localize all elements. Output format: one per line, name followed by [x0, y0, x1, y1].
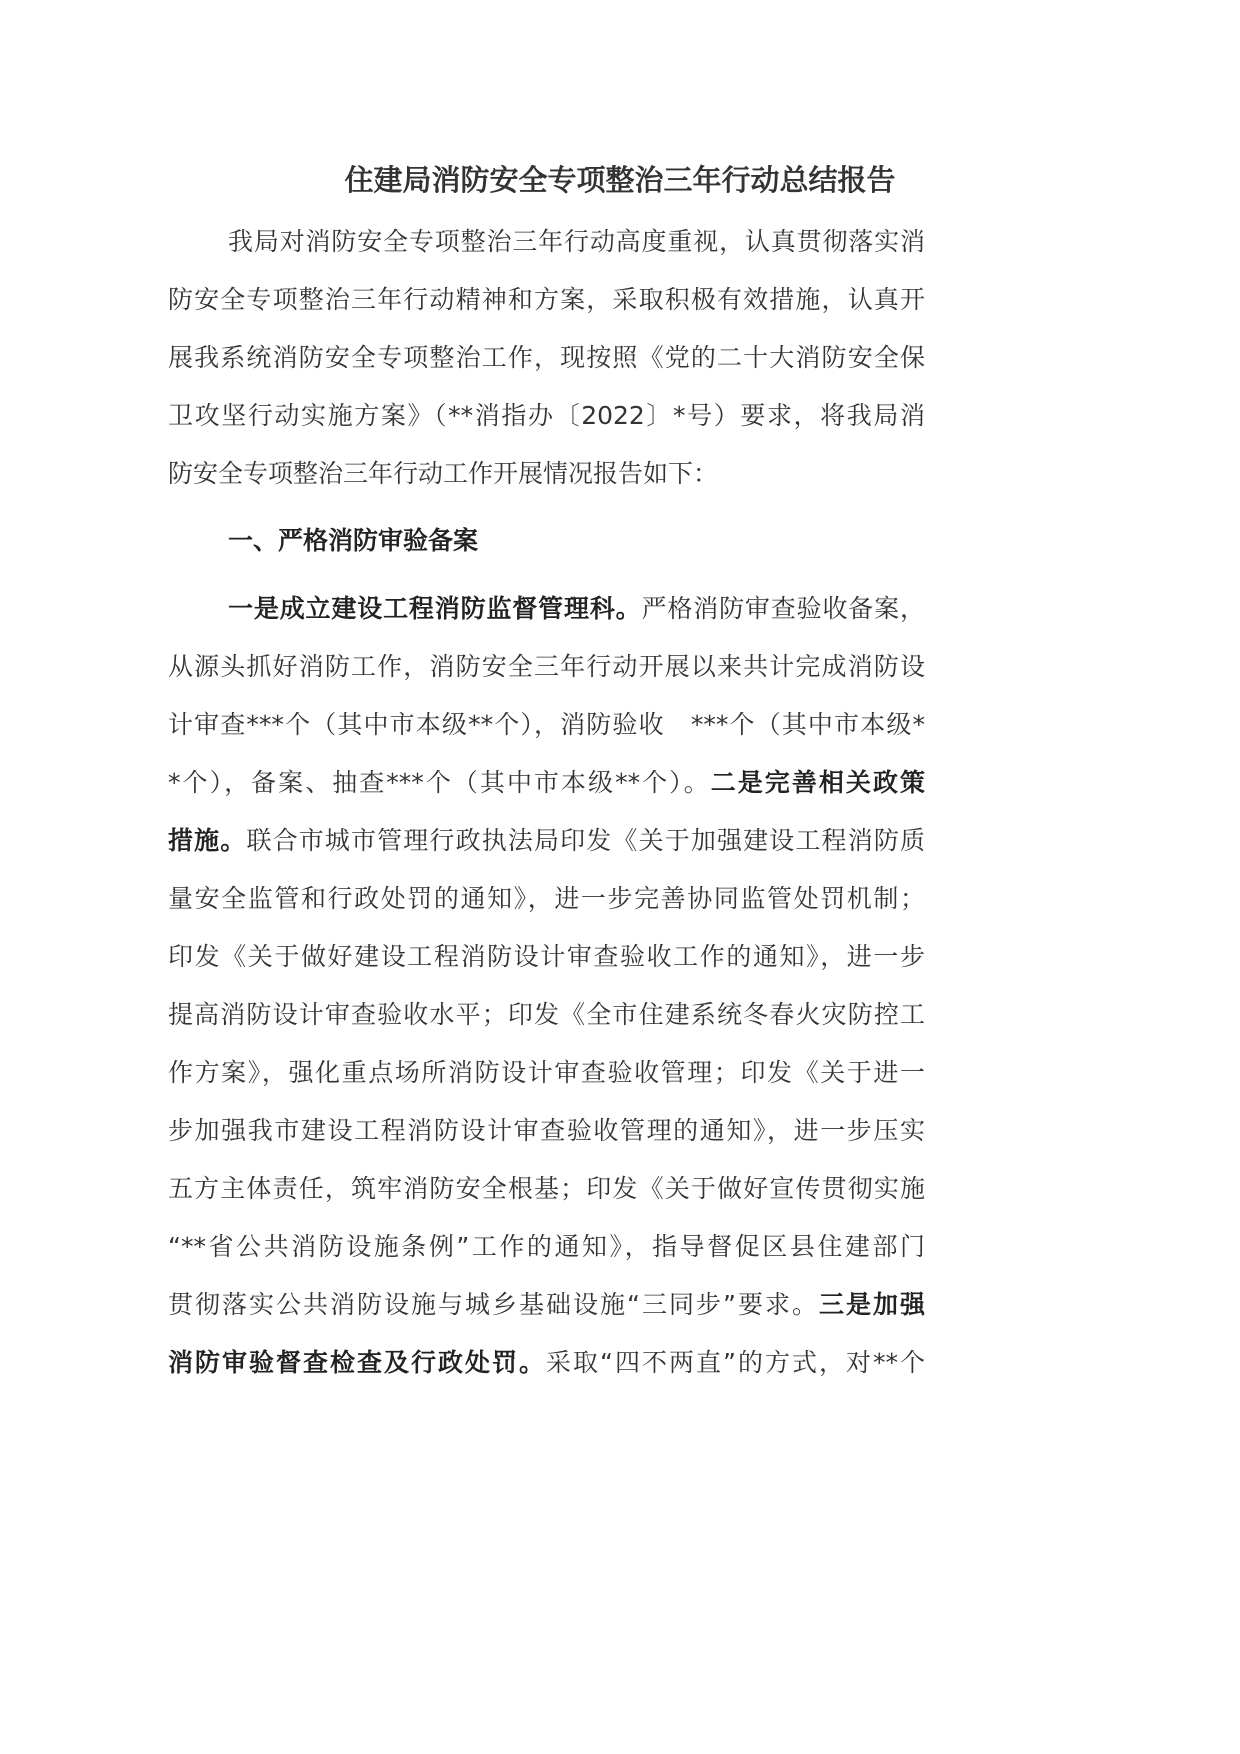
- paragraph-line: [168, 766, 925, 800]
- text: 提高消防设计审查验收水平；印发《全市住建系统冬春火灾防控工: [168, 1000, 925, 1029]
- paragraph-line: [168, 998, 925, 1032]
- text: 卫攻坚行动实施方案》（**消指办〔2022〕*号）要求，将我局消: [168, 401, 925, 430]
- bold-text: 消防审验督查检查及行政处罚。: [168, 1348, 547, 1377]
- paragraph-line: [228, 225, 925, 259]
- text: *个），备案、抽查***个（其中市本级**个）。: [168, 768, 711, 797]
- text: 贯彻落实公共消防设施与城乡基础设施“三同步”要求。: [168, 1290, 819, 1319]
- text: 联合市城市管理行政执法局印发《关于加强建设工程消防质: [246, 826, 925, 855]
- bold-text: 措施。: [168, 826, 247, 855]
- bold-text: 一是成立建设工程消防监督管理科。: [228, 594, 642, 623]
- paragraph-line: [168, 399, 925, 433]
- section-heading: [228, 524, 925, 558]
- text: 步加强我市建设工程消防设计审查验收管理的通知》，进一步压实: [168, 1116, 925, 1145]
- paragraph-line: [168, 882, 925, 916]
- text: 防安全专项整治三年行动工作开展情况报告如下：: [168, 459, 719, 488]
- paragraph-line: [168, 1288, 925, 1322]
- paragraph-line: [168, 708, 925, 742]
- paragraph-line: [168, 1056, 925, 1090]
- paragraph-line: [168, 650, 925, 684]
- text: 防安全专项整治三年行动精神和方案，采取积极有效措施，认真开: [168, 285, 925, 314]
- paragraph-line: [228, 592, 925, 626]
- text: 展我系统消防安全专项整治工作，现按照《党的二十大消防安全保: [168, 343, 925, 372]
- text: 量安全监管和行政处罚的通知》，进一步完善协同监管处罚机制；: [168, 884, 925, 913]
- paragraph-line: [168, 1346, 925, 1380]
- text: 五方主体责任，筑牢消防安全根基；印发《关于做好宣传贯彻实施: [168, 1174, 925, 1203]
- paragraph-line: [168, 457, 925, 491]
- bold-text: 一、严格消防审验备案: [228, 526, 479, 555]
- text: 印发《关于做好建设工程消防设计审查验收工作的通知》，进一步: [168, 942, 925, 971]
- text: “**省公共消防设施条例”工作的通知》，指导督促区县住建部门: [168, 1232, 925, 1261]
- bold-text: 三是加强: [818, 1290, 925, 1319]
- paragraph-line: [168, 1114, 925, 1148]
- paragraph-line: [168, 1230, 925, 1264]
- paragraph-line: [168, 341, 925, 375]
- text: 计审查***个（其中市本级**个），消防验收 ***个（其中市本级*: [168, 710, 925, 739]
- text: 作方案》，强化重点场所消防设计审查验收管理；印发《关于进一: [168, 1058, 925, 1087]
- paragraph-line: [168, 824, 925, 858]
- paragraph-line: [168, 283, 925, 317]
- text: 从源头抓好消防工作，消防安全三年行动开展以来共计完成消防设: [168, 652, 925, 681]
- text: 我局对消防安全专项整治三年行动高度重视，认真贯彻落实消: [228, 227, 925, 256]
- bold-text: 二是完善相关政策: [710, 768, 925, 797]
- paragraph-line: [168, 940, 925, 974]
- paragraph-line: [168, 1172, 925, 1206]
- document-title: 住建局消防安全专项整治三年行动总结报告: [344, 163, 896, 197]
- text: 严格消防审查验收备案，: [641, 594, 925, 623]
- text: 采取“四不两直”的方式，对**个: [546, 1348, 925, 1377]
